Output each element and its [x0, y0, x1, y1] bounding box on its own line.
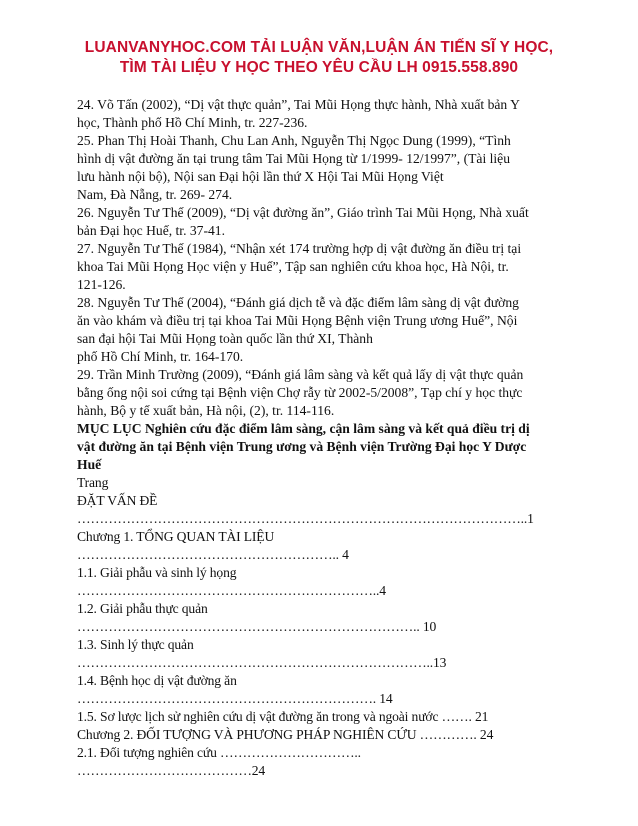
toc-entry: 1.1. Giải phẫu và sinh lý họng [77, 565, 237, 580]
toc-entry: ĐẶT VẤN ĐỀ [77, 493, 158, 508]
toc-heading-line: vật đường ăn tại Bệnh viện Trung ương và Bệnh viện Trường Đại học Y Dược [77, 439, 527, 454]
reference-line: hành, Bộ y tế xuất bản, Hà nội, (2), tr. 114-116. [77, 403, 335, 418]
banner-line-2: TÌM TÀI LIỆU Y HỌC THEO YÊU CẦU LH 0915.558.890 [119, 59, 519, 76]
toc-entry: Chương 1. TỔNG QUAN TÀI LIỆU [77, 529, 275, 544]
reference-line: học, Thành phố Hồ Chí Minh, tr. 227-236. [77, 115, 308, 130]
toc-entry: 1.3. Sinh lý thực quản [77, 637, 194, 652]
reference-line: san đại hội Tai Mũi Họng toàn quốc lần thứ XI, Thành [77, 331, 373, 346]
toc-entry: 2.1. Đối tượng nghiên cứu ………………………….. [77, 745, 361, 760]
reference-line: 27. Nguyễn Tư Thế (1984), “Nhận xét 174 trường hợp dị vật đường ăn điều trị tại [77, 241, 522, 256]
toc-entry: 1.5. Sơ lược lịch sử nghiên cứu dị vật đường ăn trong và ngoài nước ……. 21 [77, 709, 489, 724]
reference-item [77, 132, 567, 204]
toc-leader: ………………………………………………….. 4 [77, 547, 349, 562]
site-banner [0, 38, 638, 78]
toc-page-label: Trang [77, 475, 109, 490]
reference-item [77, 294, 567, 366]
toc-heading [77, 420, 567, 474]
toc-entry: Chương 2. ĐỐI TƯỢNG VÀ PHƯƠNG PHÁP NGHIÊN CỨU …………. 24 [77, 727, 494, 742]
banner-line-1: LUANVANYHOC.COM TẢI LUẬN VĂN,LUẬN ÁN TIẾN SĨ Y HỌC, [84, 39, 554, 56]
reference-line: 28. Nguyễn Tư Thế (2004), “Đánh giá dịch tễ và đặc điểm lâm sàng dị vật đường [77, 295, 519, 310]
toc-entry: 1.2. Giải phẫu thực quản [77, 601, 208, 616]
reference-item [77, 96, 567, 132]
toc-leader: ……………………………………………………………………..13 [77, 655, 447, 670]
reference-line: bản Đại học Huế, tr. 37-41. [77, 223, 225, 238]
reference-line: Nam, Đà Nẵng, tr. 269- 274. [77, 187, 233, 202]
toc-heading-line: Huế [77, 457, 102, 472]
reference-line: ăn vào khám và điều trị tại khoa Tai Mũi Họng Bệnh viện Trung ương Huế”, Nội [77, 313, 518, 328]
reference-line: khoa Tai Mũi Họng Học viện y Huế”, Tập san nghiên cứu khoa học, Hà Nội, tr. [77, 259, 509, 274]
reference-line: 121-126. [77, 277, 126, 292]
reference-line: hình dị vật đường ăn tại trung tâm Tai Mũi Họng từ 1/1999- 12/1997”, (Tài liệu [77, 151, 511, 166]
reference-item [77, 204, 567, 240]
reference-line: lưu hành nội bộ), Nội san Đại hội lần thứ X Hội Tai Mũi Họng Việt [77, 169, 444, 184]
document-body [77, 96, 567, 780]
toc-leader: …………………………………24 [77, 763, 266, 778]
toc-leader: …………………………………………………………. 14 [77, 691, 393, 706]
reference-line: 26. Nguyễn Tư Thế (2009), “Dị vật đường ăn”, Giáo trình Tai Mũi Họng, Nhà xuất [77, 205, 529, 220]
reference-line: bằng ống nội soi cứng tại Bệnh viện Chợ rẫy từ 2002-5/2008”, Tạp chí y học thực [77, 385, 523, 400]
toc-leader: …………………………………………………………..4 [77, 583, 386, 598]
reference-item [77, 240, 567, 294]
reference-line: 29. Trần Minh Trường (2009), “Đánh giá lâm sàng và kết quả lấy dị vật thực quản [77, 367, 524, 382]
toc-leader: ………………………………………………………………….. 10 [77, 619, 437, 634]
toc-heading-line: MỤC LỤC Nghiên cứu đặc điểm lâm sàng, cận lâm sàng và kết quả điều trị dị [77, 421, 530, 436]
reference-item [77, 366, 567, 420]
toc-leader: ………………………………………………………………………………………..1 [77, 511, 534, 526]
toc-entry: 1.4. Bệnh học dị vật đường ăn [77, 673, 237, 688]
reference-line: 24. Võ Tấn (2002), “Dị vật thực quản”, Tai Mũi Họng thực hành, Nhà xuất bản Y [77, 97, 520, 112]
table-of-contents [77, 474, 567, 780]
reference-line: 25. Phan Thị Hoài Thanh, Chu Lan Anh, Nguyễn Thị Ngọc Dung (1999), “Tình [77, 133, 511, 148]
reference-line: phố Hồ Chí Minh, tr. 164-170. [77, 349, 244, 364]
reference-list [77, 96, 567, 420]
